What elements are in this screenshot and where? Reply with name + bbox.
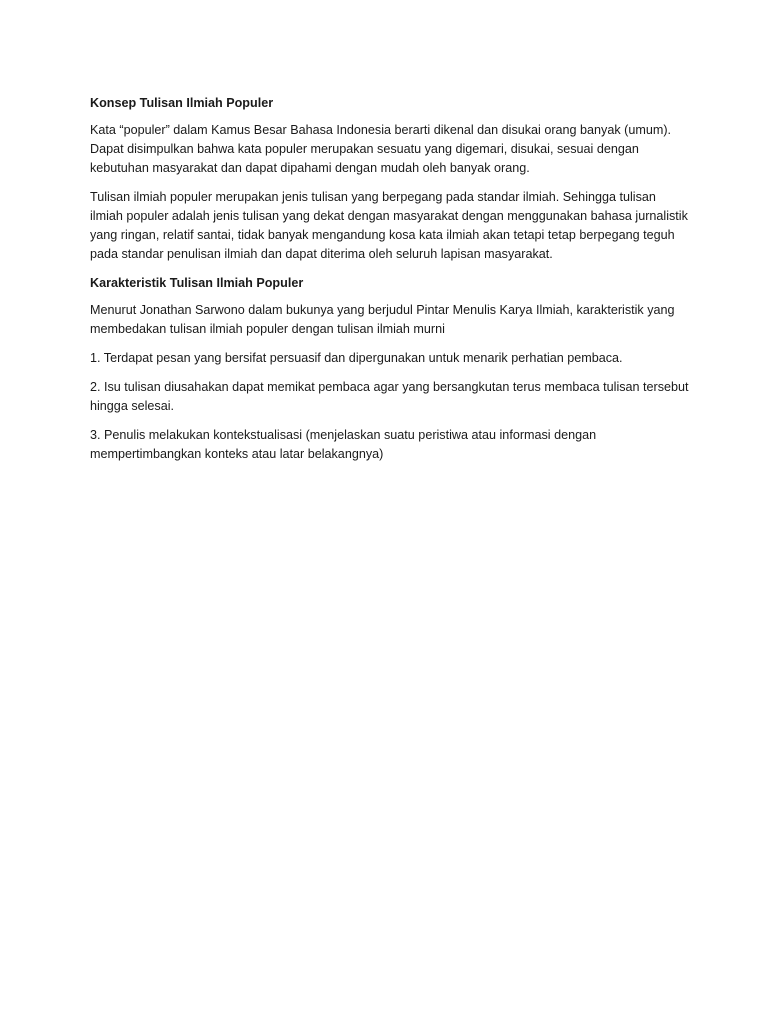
paragraph-definition: Kata “populer” dalam Kamus Besar Bahasa Indonesia berarti dikenal dan disukai orang banyak (umum). Dapat disimpulkan bahwa kata populer merupakan sesuatu yang digemari, disukai, sesuai dengan kebutuhan masyarakat dan dapat dipahami dengan mudah oleh banyak orang. (90, 123, 672, 175)
paragraph-intro-karakteristik: Menurut Jonathan Sarwono dalam bukunya yang berjudul Pintar Menulis Karya Ilmiah, karakteristik yang membedakan tulisan ilmiah populer dengan tulisan ilmiah murni (90, 303, 675, 336)
list-item: 2. Isu tulisan diusahakan dapat memikat pembaca agar yang bersangkutan terus membaca tulisan tersebut hingga selesai. (90, 380, 689, 413)
characteristics-list (90, 349, 690, 464)
list-item: 3. Penulis melakukan kontekstualisasi (menjelaskan suatu peristiwa atau informasi dengan mempertimbangkan konteks atau latar belakangnya) (90, 428, 597, 461)
section-heading-konsep: Konsep Tulisan Ilmiah Populer (90, 96, 274, 110)
section-heading-karakteristik: Karakteristik Tulisan Ilmiah Populer (90, 276, 304, 290)
document-body (90, 94, 690, 474)
list-item: 1. Terdapat pesan yang bersifat persuasif dan dipergunakan untuk menarik perhatian pembaca. (90, 351, 623, 365)
paragraph-explanation: Tulisan ilmiah populer merupakan jenis tulisan yang berpegang pada standar ilmiah. Sehingga tulisan ilmiah populer adalah jenis tulisan yang dekat dengan masyarakat dengan menggunakan bahasa jurnalistik yang ringan, relatif santai, tidak banyak mengandung kosa kata ilmiah akan tetapi tetap berpegang teguh pada standar penulisan ilmiah dan dapat diterima oleh seluruh lapisan masyarakat. (90, 190, 688, 261)
